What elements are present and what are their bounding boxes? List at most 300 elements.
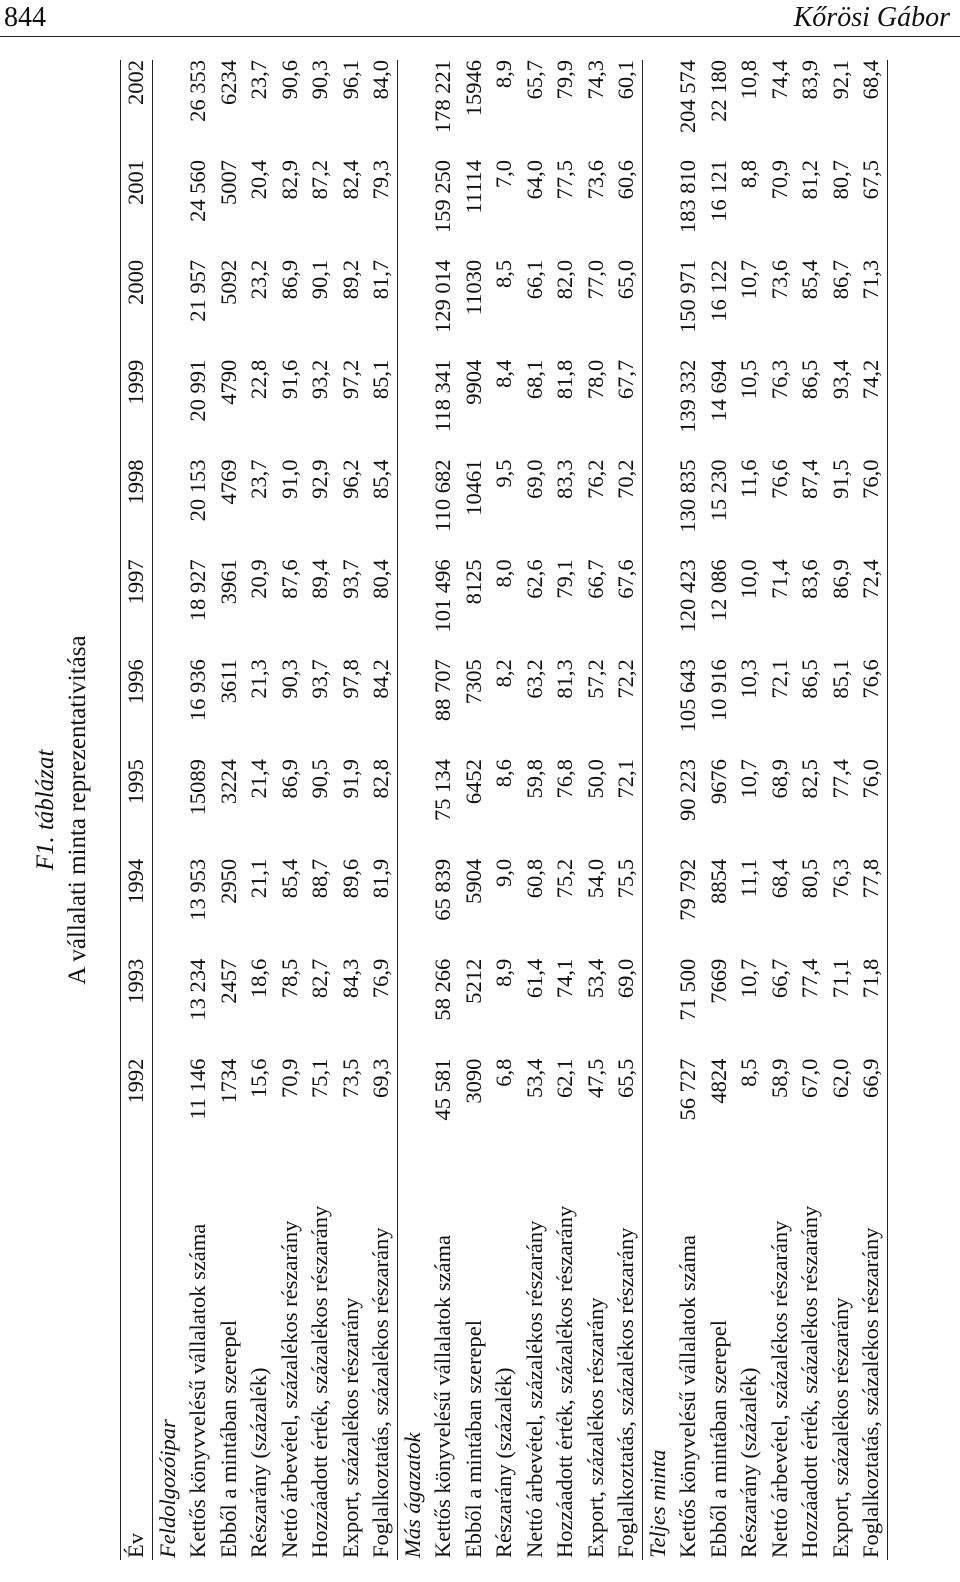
table-cell: 204 574: [675, 60, 700, 134]
table-cell: 72,1: [766, 659, 792, 699]
table-cell: 77,8: [856, 859, 887, 959]
page-number: 844: [4, 2, 46, 33]
row-label: Foglalkoztatás, százalékos részarány: [856, 1158, 887, 1560]
row-label: Ebből a mintában szerepel: [705, 1319, 731, 1558]
table-cell: 21,3: [246, 659, 271, 699]
table-cell: 73,6: [766, 259, 792, 300]
table-cell: 68,4: [766, 858, 792, 899]
section-title: Más ágazatok: [397, 60, 428, 1560]
table-cell: 77,0: [582, 259, 608, 300]
table-cell: 16 936: [185, 659, 210, 722]
table-row: [704, 60, 735, 1560]
row-label: Hozzáadott érték, százalékos részarány: [307, 1205, 332, 1558]
table-cell: 82,5: [797, 759, 822, 799]
table-cell: 13 234: [185, 958, 210, 1021]
table-cell: 71,8: [856, 959, 887, 1059]
table-row: [856, 60, 887, 1560]
table-cell: 4790: [215, 359, 241, 405]
table-cell: 11,1: [736, 858, 761, 898]
table-cell: 8,2: [491, 659, 516, 688]
table-cell: 93,7: [307, 659, 332, 699]
table-cell: 6452: [460, 759, 486, 805]
table-cell: 86,9: [276, 259, 302, 300]
table-row: [366, 60, 397, 1560]
table-cell: 67,5: [856, 160, 887, 260]
table-cell: 73,6: [582, 160, 608, 200]
table-cell: 6234: [215, 60, 241, 105]
table-cell: 159 250: [430, 160, 455, 234]
table-cell: 66,9: [856, 1059, 887, 1159]
row-label: Hozzáadott érték, százalékos részarány: [552, 1205, 577, 1558]
table-cell: 76,3: [827, 858, 853, 899]
table-cell: 77,4: [797, 958, 822, 999]
table-cell: 83,6: [797, 559, 822, 599]
table-cell: 84,0: [368, 60, 393, 100]
table-cell: 96,2: [337, 459, 363, 499]
table-cell: 69,0: [613, 958, 638, 999]
table-cell: 76,6: [766, 459, 792, 499]
table-cell: 118 341: [430, 359, 455, 432]
table-cell: 5007: [215, 160, 241, 205]
table-cell: 85,1: [827, 659, 853, 699]
table-cell: 81,3: [552, 659, 577, 699]
table-cell: 90 223: [675, 759, 700, 821]
table-cell: 50,0: [582, 759, 608, 799]
table-cell: 92,9: [307, 459, 332, 499]
table-cell: 86,5: [797, 359, 822, 400]
table-cell: 13 953: [185, 858, 210, 921]
table-cell: 65,7: [521, 60, 547, 100]
table-cell: 7305: [460, 659, 486, 705]
table-cell: 65 839: [430, 858, 455, 921]
table-cell: 86,9: [827, 559, 853, 599]
table-cell: 85,4: [797, 259, 822, 300]
row-label: Foglalkoztatás, százalékos részarány: [368, 1227, 393, 1558]
table-cell: 85,4: [276, 858, 302, 899]
table-cell: 86,9: [276, 759, 302, 799]
table-cell: 65,5: [613, 1058, 638, 1098]
table-cell: 3611: [215, 659, 241, 704]
table-cell: 58 266: [430, 958, 455, 1021]
table-cell: 86,5: [797, 659, 822, 699]
table-cell: 93,7: [337, 559, 363, 599]
year-header: 2002: [121, 60, 153, 160]
table-cell: 90,5: [307, 759, 332, 799]
table-row: [765, 60, 796, 1560]
table-cell: 59,8: [521, 759, 547, 799]
table-cell: 10,7: [736, 259, 761, 300]
table-cell: 64,0: [521, 160, 547, 200]
table-cell: 47,5: [582, 1058, 608, 1098]
table-cell: 93,4: [827, 359, 853, 400]
table-cell: 53,4: [521, 1058, 547, 1098]
table-cell: 15 230: [705, 459, 731, 522]
table-cell: 60,6: [613, 160, 638, 200]
row-label: Foglalkoztatás, százalékos részarány: [613, 1227, 638, 1558]
year-header: 2000: [121, 260, 153, 360]
table-row: [581, 60, 612, 1560]
table-cell: 90,3: [276, 659, 302, 699]
table-cell: 91,9: [337, 759, 363, 799]
table-cell: 86,7: [827, 259, 853, 300]
table-cell: 84,3: [337, 958, 363, 999]
table-cell: 3224: [215, 759, 241, 805]
table-cell: 76,9: [368, 958, 393, 999]
table-cell: 129 014: [430, 259, 455, 333]
table-row: [826, 60, 857, 1560]
table-cell: 74,3: [582, 60, 608, 100]
table-cell: 20,9: [246, 559, 271, 599]
row-label: Export, százalékos részarány: [337, 1297, 363, 1558]
table-cell: 66,7: [582, 559, 608, 599]
row-label: Kettős könyvvelésű vállalatok száma: [185, 1223, 210, 1558]
table-cell: 71,3: [856, 260, 887, 360]
table-cell: 80,7: [827, 160, 853, 200]
table-cell: 73,5: [337, 1058, 363, 1098]
table-row: [336, 60, 367, 1560]
table-cell: 10 916: [705, 659, 731, 722]
section-title: Teljes minta: [642, 60, 673, 1560]
table-cell: 10461: [460, 459, 486, 516]
section-row: [642, 60, 673, 1560]
table-cell: 5092: [215, 259, 241, 305]
table-cell: 61,4: [521, 958, 547, 999]
table-cell: 72,1: [613, 759, 638, 799]
table-cell: 2457: [215, 958, 241, 1004]
table-cell: 97,8: [337, 659, 363, 699]
table-cell: 72,2: [613, 659, 638, 699]
table-cell: 91,0: [276, 459, 302, 499]
table-cell: 76,3: [766, 359, 792, 400]
table-cell: 10,7: [736, 958, 761, 999]
table-cell: 10,0: [736, 559, 761, 599]
table-cell: 60,8: [521, 858, 547, 899]
table-cell: 24 560: [185, 160, 210, 222]
table-cell: 15946: [460, 60, 486, 117]
table-cell: 87,6: [276, 559, 302, 599]
table-cell: 67,6: [613, 559, 638, 599]
table-row: [183, 60, 214, 1560]
table-cell: 139 332: [675, 359, 700, 433]
table-cell: 78,0: [582, 359, 608, 400]
section-title: Feldolgozóipar: [154, 1419, 180, 1558]
table-cell: 8125: [460, 559, 486, 605]
table-title: A vállalati minta reprezentativitása: [64, 635, 91, 985]
table-cell: 23,7: [246, 459, 271, 499]
table-cell: 77,5: [552, 160, 577, 200]
table-cell: 54,0: [582, 858, 608, 899]
row-label: Nettó árbevétel, százalékos részarány: [766, 1220, 792, 1558]
table-cell: 89,4: [307, 559, 332, 599]
table-cell: 69,3: [368, 1058, 393, 1098]
table-cell: 81,7: [368, 259, 393, 300]
table-cell: 105 643: [675, 659, 700, 733]
table-cell: 63,2: [521, 659, 547, 699]
section-row: [152, 60, 183, 1560]
row-label: Kettős könyvelésű vállalatok száma: [675, 1234, 700, 1558]
table-cell: 92,1: [827, 60, 853, 100]
table-cell: 130 835: [675, 459, 700, 533]
table-cell: 9,5: [491, 459, 516, 488]
table-cell: 91,6: [276, 359, 302, 400]
table-cell: 8,8: [736, 160, 761, 189]
row-label: Kettős könyvelésű vállalatok száma: [430, 1234, 455, 1558]
table-cell: 65,0: [613, 259, 638, 300]
table-cell: 70,2: [613, 459, 638, 499]
table-cell: 68,4: [856, 60, 887, 160]
table-cell: 11 146: [185, 1058, 210, 1120]
table-cell: 8,9: [491, 958, 516, 987]
table-cell: 23,2: [246, 259, 271, 300]
row-label: Export, százalékos részarány: [582, 1297, 608, 1558]
table-cell: 20,4: [246, 160, 271, 200]
table-cell: 79,3: [368, 160, 393, 200]
table-cell: 21 957: [185, 259, 210, 322]
table-cell: 183 810: [675, 160, 700, 234]
row-label: Részarány (százalék): [491, 1367, 516, 1558]
table-cell: 81,8: [552, 359, 577, 400]
table-cell: 60,1: [613, 60, 638, 100]
table-cell: 4824: [705, 1058, 731, 1104]
table-cell: 10,7: [736, 759, 761, 799]
table-cell: 20 991: [185, 359, 210, 422]
table-cell: 8,0: [491, 559, 516, 588]
year-header: 1997: [121, 559, 153, 659]
table-cell: 5212: [460, 958, 486, 1004]
table-cell: 11030: [460, 259, 486, 316]
table-cell: 11114: [460, 160, 486, 214]
table-cell: 96,1: [337, 60, 363, 100]
table-cell: 76,8: [552, 759, 577, 799]
table-cell: 87,4: [797, 459, 822, 499]
table-cell: 74,4: [766, 60, 792, 100]
table-cell: 70,9: [276, 1058, 302, 1098]
table-cell: 10,8: [736, 60, 761, 100]
table-cell: 11,6: [736, 459, 761, 499]
table-cell: 79,1: [552, 559, 577, 599]
table-cell: 97,2: [337, 359, 363, 400]
table-cell: 8,5: [736, 1058, 761, 1087]
table-cell: 82,9: [276, 160, 302, 200]
table-row: [520, 60, 551, 1560]
table-cell: 93,2: [307, 359, 332, 400]
table-cell: 8854: [705, 858, 731, 904]
table-cell: 75,2: [552, 858, 577, 899]
table-cell: 8,9: [491, 60, 516, 89]
table-cell: 74,2: [856, 360, 887, 460]
table-cell: 85,1: [368, 359, 393, 400]
table-label: F1. táblázat: [32, 749, 59, 871]
table-cell: 57,2: [582, 659, 608, 699]
table-cell: 80,5: [797, 858, 822, 899]
table-cell: 88,7: [307, 858, 332, 899]
table-cell: 79 792: [675, 858, 700, 921]
table-cell: 10,5: [736, 359, 761, 400]
table-cell: 14 694: [705, 359, 731, 422]
table-cell: 76,2: [582, 459, 608, 499]
table-cell: 68,1: [521, 359, 547, 400]
table-cell: 91,5: [827, 459, 853, 499]
table-cell: 16 122: [705, 259, 731, 322]
table-cell: 120 423: [675, 559, 700, 633]
table-cell: 82,0: [552, 259, 577, 300]
table-cell: 15,6: [246, 1058, 271, 1098]
row-label: Ebből a mintában szerepel: [215, 1319, 241, 1558]
row-label: Hozzáadott érték, százalékos részarány: [797, 1205, 822, 1558]
table-cell: 90,6: [276, 60, 302, 100]
table-row: [734, 60, 765, 1560]
table-cell: 178 221: [430, 60, 455, 134]
rotated-table-block: [28, 60, 928, 1560]
table-row: [459, 60, 490, 1560]
table-cell: 75 134: [430, 759, 455, 821]
table-row: [795, 60, 826, 1560]
row-label: Nettó árbevétel, százalékos részarány: [521, 1220, 547, 1558]
table-cell: 71 500: [675, 958, 700, 1021]
table-row: [550, 60, 581, 1560]
table-cell: 76,0: [856, 759, 887, 859]
table-row: [305, 60, 336, 1560]
table-cell: 87,2: [307, 160, 332, 200]
table-row: [428, 60, 459, 1560]
table-cell: 89,2: [337, 259, 363, 300]
table-cell: 4769: [215, 459, 241, 505]
table-cell: 84,2: [368, 659, 393, 699]
table-cell: 74,1: [552, 958, 577, 999]
table-cell: 77,4: [827, 759, 853, 799]
table-cell: 21,1: [246, 858, 271, 899]
table-row: [489, 60, 520, 1560]
table-cell: 71,1: [827, 958, 853, 999]
table-cell: 8,5: [491, 259, 516, 288]
table-cell: 12 086: [705, 559, 731, 622]
table-header-row: [121, 60, 153, 1560]
table-cell: 58,9: [766, 1058, 792, 1098]
table-cell: 9904: [460, 359, 486, 405]
table-cell: 110 682: [430, 459, 455, 532]
table-cell: 45 581: [430, 1058, 455, 1121]
year-header: 1994: [121, 859, 153, 959]
table-cell: 68,9: [766, 759, 792, 799]
table-cell: 90,3: [307, 60, 332, 100]
table-cell: 75,1: [307, 1058, 332, 1098]
running-author: Kőrösi Gábor: [793, 2, 950, 33]
table-row: [275, 60, 306, 1560]
table-cell: 85,4: [368, 459, 393, 499]
table-cell: 75,5: [613, 858, 638, 899]
year-header: 1995: [121, 759, 153, 859]
table-cell: 82,7: [307, 958, 332, 999]
table-cell: 101 496: [430, 559, 455, 633]
table-cell: 150 971: [675, 259, 700, 333]
table-cell: 22,8: [246, 359, 271, 400]
table-cell: 22 180: [705, 60, 731, 122]
table-cell: 66,7: [766, 958, 792, 999]
table-cell: 23,7: [246, 60, 271, 100]
row-label: Részarány (százalék): [736, 1367, 761, 1558]
table-cell: 80,4: [368, 559, 393, 599]
row-label: Nettó árbevétel, százalékos részarány: [276, 1220, 302, 1558]
table-row: [244, 60, 275, 1560]
table-cell: 81,2: [797, 160, 822, 200]
page-header: [0, 0, 960, 38]
table-cell: 83,3: [552, 459, 577, 499]
table-cell: 21,4: [246, 759, 271, 799]
table-cell: 66,1: [521, 259, 547, 300]
table-row: [214, 60, 245, 1560]
header-label: Év: [121, 1158, 153, 1560]
table-cell: 10,3: [736, 659, 761, 699]
table-cell: 7,0: [491, 160, 516, 189]
table-cell: 70,9: [766, 160, 792, 200]
table-cell: 15089: [185, 759, 210, 816]
table-cell: 82,4: [337, 160, 363, 200]
table-cell: 88 707: [430, 659, 455, 722]
table-cell: 56 727: [675, 1058, 700, 1121]
table-cell: 8,6: [491, 759, 516, 788]
header-rule: [0, 36, 960, 37]
table-cell: 2950: [215, 858, 241, 904]
table-cell: 20 153: [185, 459, 210, 522]
table-cell: 8,4: [491, 359, 516, 388]
year-header: 1999: [121, 360, 153, 460]
year-header: 1998: [121, 460, 153, 560]
table-cell: 3961: [215, 559, 241, 605]
table-cell: 16 121: [705, 160, 731, 222]
table-cell: 7669: [705, 958, 731, 1004]
year-header: 1996: [121, 659, 153, 759]
table-cell: 90,1: [307, 259, 332, 300]
table-cell: 72,4: [856, 559, 887, 659]
table-cell: 62,1: [552, 1058, 577, 1098]
year-header: 2001: [121, 160, 153, 260]
year-header: 1992: [121, 1059, 153, 1159]
table-cell: 76,6: [856, 659, 887, 759]
table-cell: 62,0: [827, 1058, 853, 1098]
section-row: [397, 60, 428, 1560]
table-cell: 62,6: [521, 559, 547, 599]
table-cell: 78,5: [276, 958, 302, 999]
table-cell: 9676: [705, 759, 731, 805]
representativeness-table: [120, 60, 888, 1560]
table-cell: 89,6: [337, 858, 363, 899]
row-label: Részarány (százalék): [246, 1367, 271, 1558]
table-cell: 67,7: [613, 359, 638, 400]
table-cell: 83,9: [797, 60, 822, 100]
table-body: [152, 60, 887, 1560]
table-cell: 3090: [460, 1058, 486, 1104]
year-header: 1993: [121, 959, 153, 1059]
row-label: Ebből a mintában szerepel: [460, 1319, 486, 1558]
table-cell: 82,8: [368, 759, 393, 799]
table-cell: 9,0: [491, 858, 516, 888]
table-cell: 67,0: [797, 1058, 822, 1098]
table-cell: 18,6: [246, 958, 271, 999]
table-cell: 79,9: [552, 60, 577, 100]
table-cell: 6,8: [491, 1058, 516, 1087]
table-cell: 81,9: [368, 858, 393, 899]
table-cell: 69,0: [521, 459, 547, 499]
table-cell: 1734: [215, 1058, 241, 1104]
table-cell: 26 353: [185, 60, 210, 122]
table-cell: 5904: [460, 858, 486, 904]
table-cell: 76,0: [856, 460, 887, 560]
table-cell: 71,4: [766, 559, 792, 599]
table-row: [673, 60, 704, 1560]
table-cell: 18 927: [185, 559, 210, 622]
row-label: Export, százalékos részarány: [827, 1297, 853, 1558]
table-cell: 53,4: [582, 958, 608, 999]
